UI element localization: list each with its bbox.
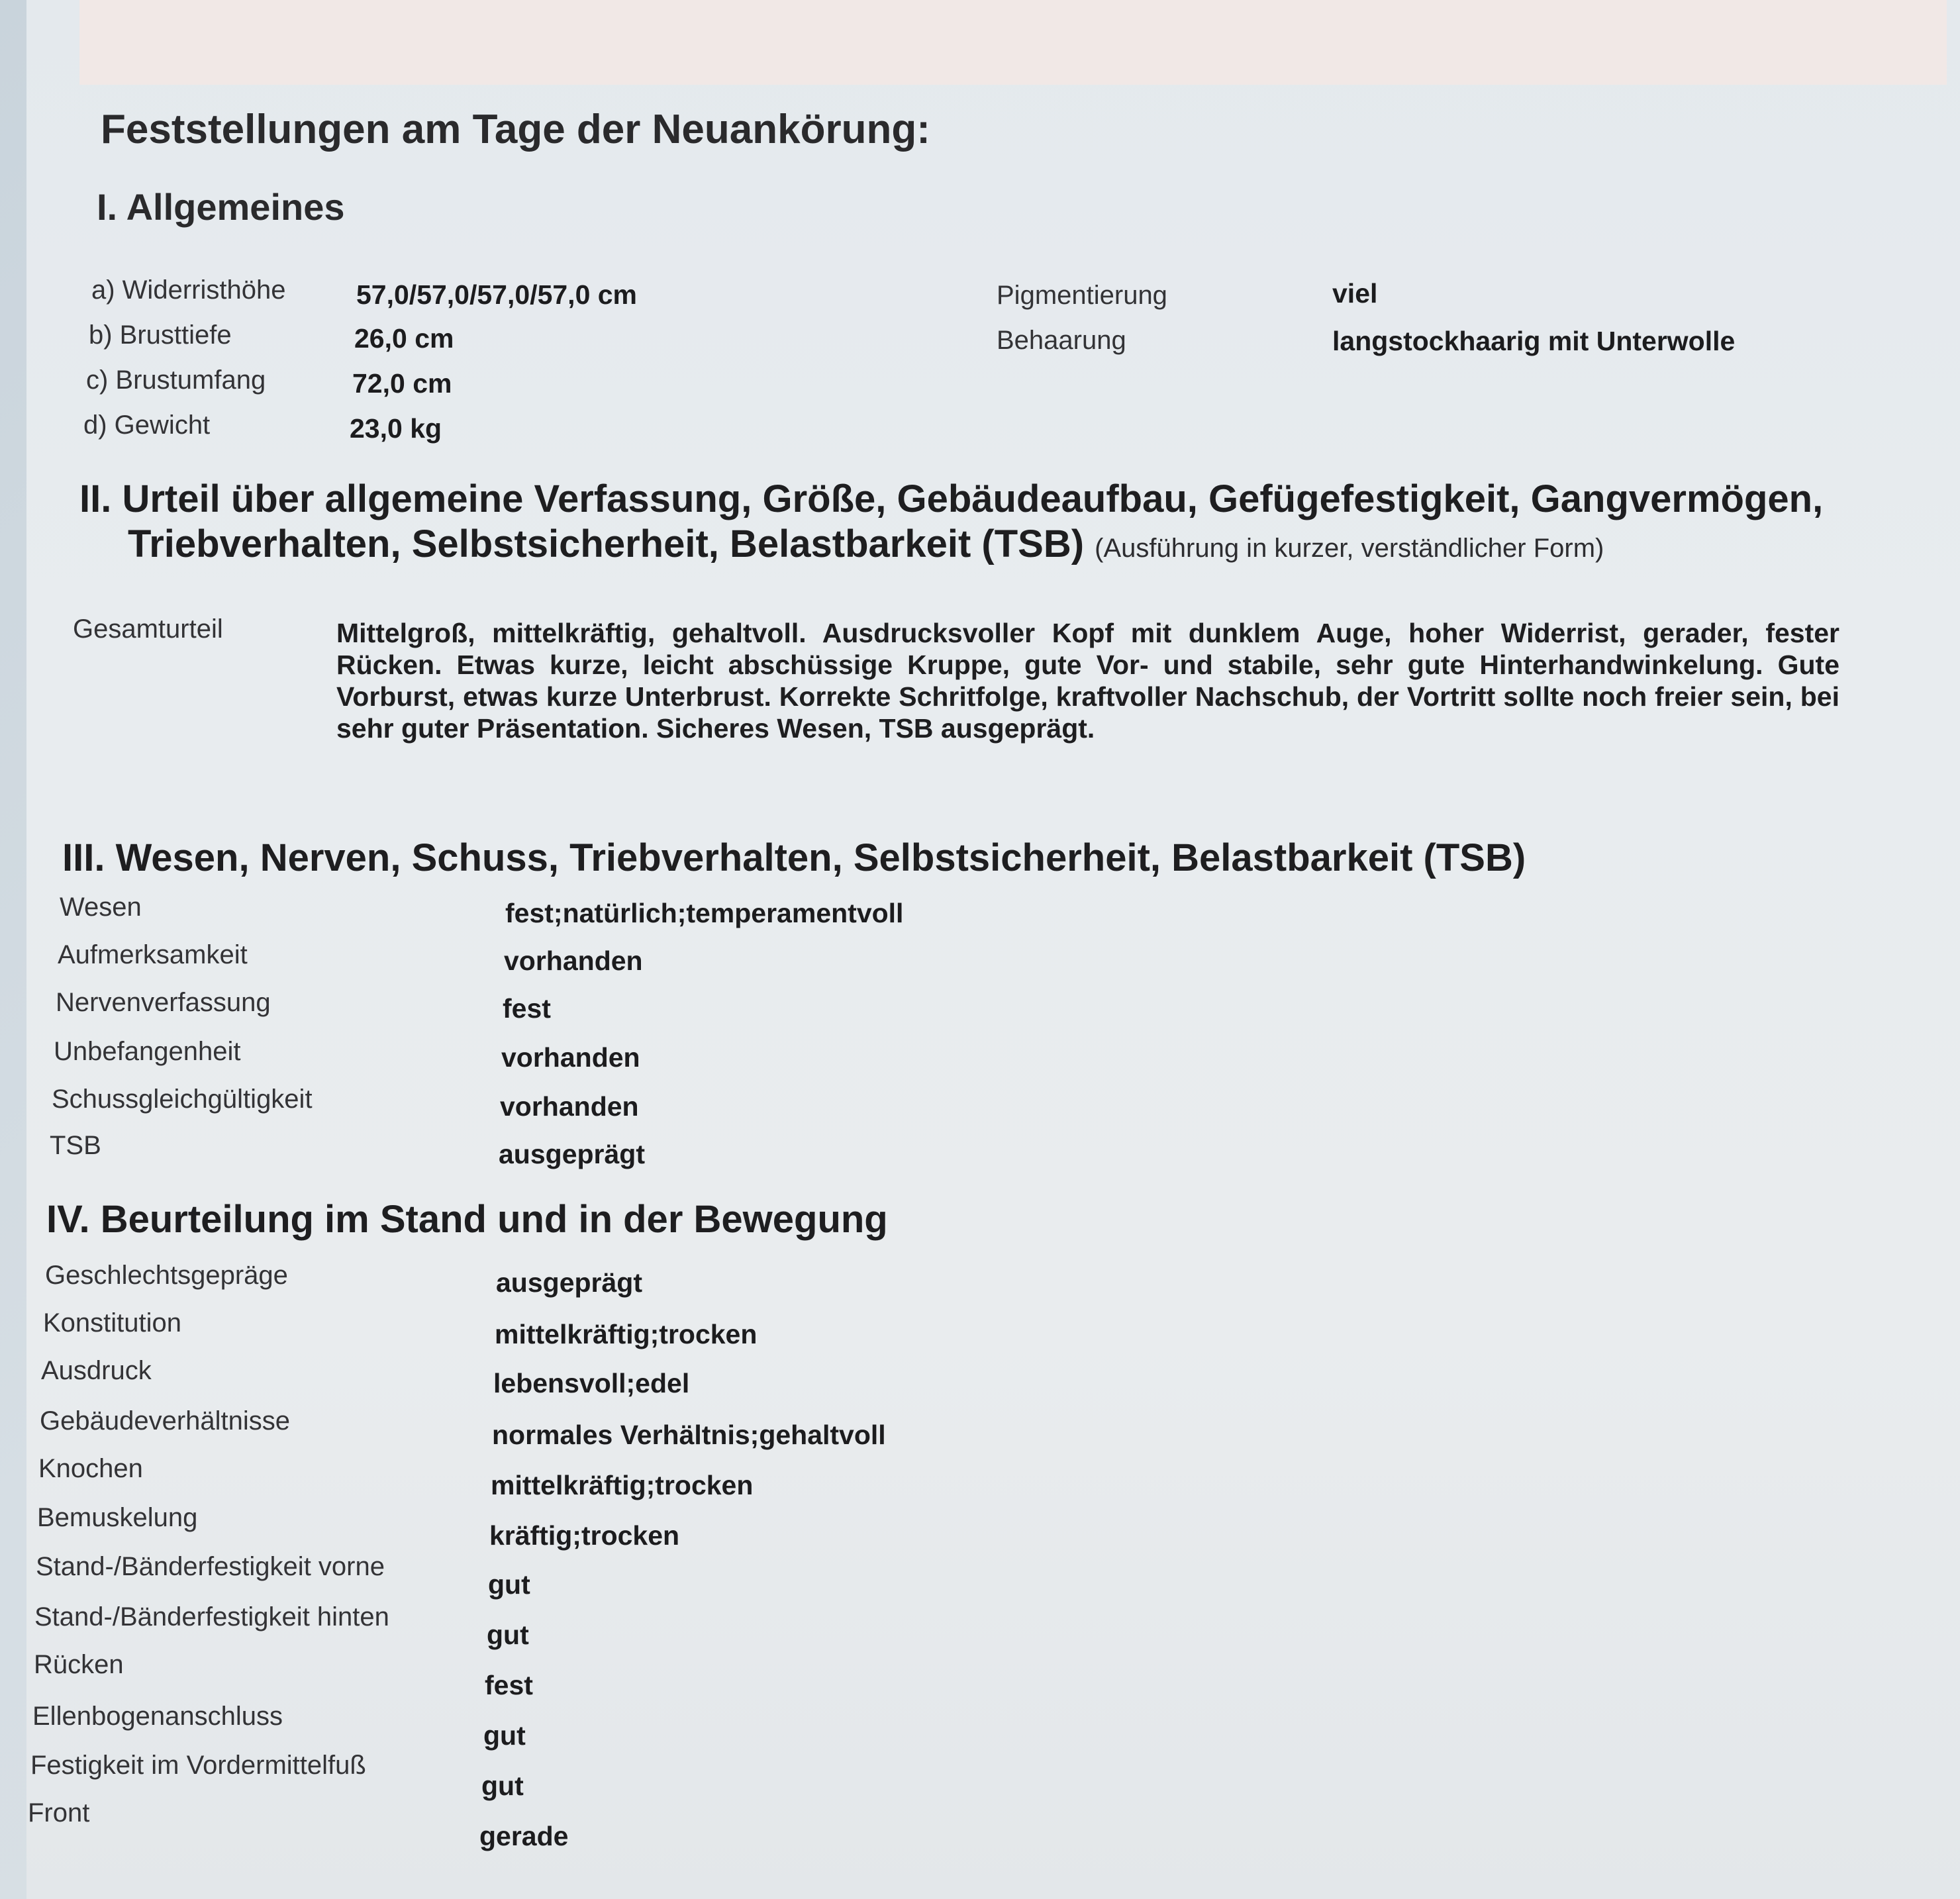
assessment-value: kräftig;trocken (489, 1520, 680, 1551)
assessment-value: mittelkräftig;trocken (491, 1470, 754, 1500)
section-2-heading-text: Triebverhalten, Selbstsicherheit, Belastbarkeit (TSB) (128, 522, 1085, 565)
measure-label: d) Gewicht (83, 411, 211, 440)
section-4-heading: IV. Beurteilung im Stand und in der Bewegung (46, 1198, 888, 1241)
assessment-label: Ausdruck (41, 1356, 152, 1385)
assessment-value: gerade (479, 1821, 569, 1851)
character-value: vorhanden (504, 946, 643, 976)
character-label: TSB (50, 1131, 101, 1160)
trait-value: langstockhaarig mit Unterwolle (1332, 326, 1736, 356)
assessment-label: Konstitution (43, 1308, 182, 1338)
character-label: Unbefangenheit (54, 1037, 241, 1066)
section-2-heading-note: (Ausführung in kurzer, verständlicher Form) (1095, 534, 1604, 563)
character-label: Nervenverfassung (56, 988, 271, 1017)
trait-label: Pigmentierung (997, 281, 1167, 310)
assessment-value: normales Verhältnis;gehaltvoll (492, 1420, 886, 1450)
assessment-label: Front (28, 1798, 90, 1827)
character-value: vorhanden (500, 1091, 639, 1122)
assessment-value: ausgeprägt (496, 1267, 642, 1298)
assessment-value: gut (487, 1620, 529, 1650)
character-label: Aufmerksamkeit (58, 940, 248, 969)
assessment-label: Festigkeit im Vordermittelfuß (30, 1751, 366, 1780)
measure-value: 57,0/57,0/57,0/57,0 cm (356, 279, 638, 310)
measure-label: b) Brusttiefe (89, 320, 232, 350)
page-title: Feststellungen am Tage der Neuankörung: (101, 107, 930, 152)
assessment-label: Bemuskelung (37, 1503, 198, 1532)
measure-value: 26,0 cm (354, 323, 454, 354)
assessment-label: Ellenbogenanschluss (32, 1702, 283, 1731)
overall-judgement-label: Gesamturteil (73, 614, 223, 644)
assessment-value: gut (488, 1569, 530, 1600)
measure-value: 72,0 cm (352, 368, 452, 399)
character-value: vorhanden (501, 1042, 640, 1073)
section-1-heading: I. Allgemeines (97, 186, 345, 228)
assessment-label: Stand-/Bänderfestigkeit hinten (34, 1602, 389, 1631)
assessment-value: gut (483, 1720, 526, 1751)
assessment-value: mittelkräftig;trocken (495, 1319, 758, 1349)
assessment-value: gut (481, 1771, 524, 1801)
section-3-heading: III. Wesen, Nerven, Schuss, Triebverhalten, Selbstsicherheit, Belastbarkeit (TSB) (62, 836, 1526, 879)
section-2-heading-line-2 (128, 522, 1604, 566)
assessment-label: Knochen (38, 1454, 143, 1483)
character-value: fest (503, 993, 551, 1024)
measure-label: a) Widerristhöhe (91, 275, 286, 305)
assessment-label: Gebäudeverhältnisse (40, 1406, 291, 1436)
character-value: ausgeprägt (499, 1139, 645, 1169)
character-label: Wesen (60, 893, 142, 922)
measure-label: c) Brustumfang (86, 365, 266, 395)
trait-value: viel (1332, 278, 1378, 309)
overall-judgement-text: Mittelgroß, mittelkräftig, gehaltvoll. Ausdrucksvoller Kopf mit dunklem Auge, hoher Widerrist, gerader, fester Rücken. Etwas kurze, leicht abschüssige Kruppe, gute Vor- und stabile, sehr gute Hinterhandwinkelung. Gute Vorburst, etwas kurze Unterbrust. Korrekte Schritfolge, kraftvoller Nachschub, der Vortritt sollte noch freier sein, bei sehr guter Präsentation. Sicheres Wesen, TSB ausgeprägt. (336, 618, 1839, 744)
section-2-heading: II. Urteil über allgemeine Verfassung, Größe, Gebäudeaufbau, Gefügefestigkeit, Gangvermögen, (79, 477, 1824, 520)
assessment-label: Geschlechtsgepräge (45, 1261, 288, 1290)
page-top-strip (79, 0, 1947, 85)
assessment-value: fest (485, 1670, 533, 1700)
assessment-label: Stand-/Bänderfestigkeit vorne (36, 1552, 385, 1581)
assessment-value: lebensvoll;edel (493, 1368, 690, 1398)
assessment-label: Rücken (34, 1650, 124, 1679)
measure-value: 23,0 kg (350, 413, 442, 444)
character-value: fest;natürlich;temperamentvoll (505, 898, 904, 928)
character-label: Schussgleichgültigkeit (52, 1085, 313, 1114)
trait-label: Behaarung (997, 326, 1126, 355)
